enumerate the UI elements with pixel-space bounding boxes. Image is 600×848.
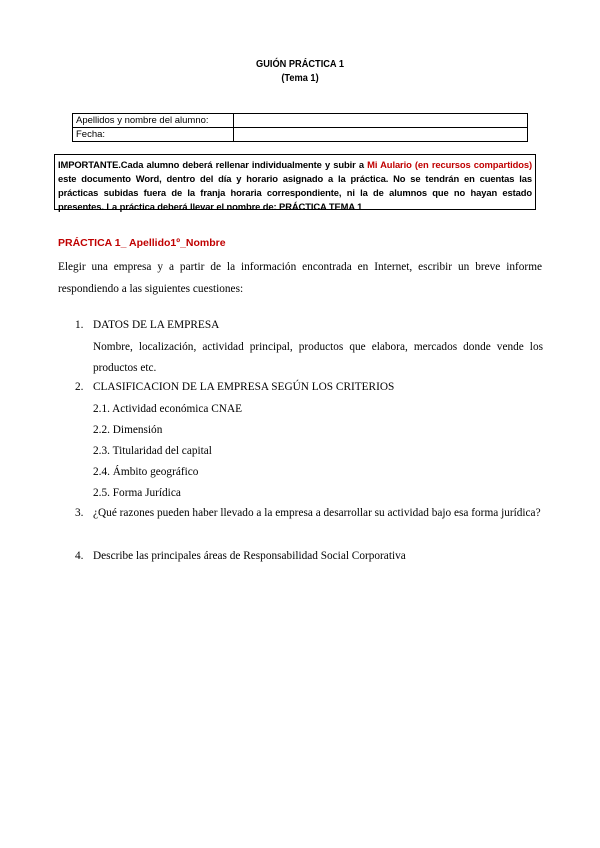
date-label: Fecha:	[73, 128, 234, 142]
list-item-number: 4.	[75, 550, 84, 562]
list-item-text: DATOS DE LA EMPRESA	[93, 319, 220, 331]
practice-title: PRÁCTICA 1_ Apellido1º_Nombre	[58, 237, 226, 249]
sub-item: 2.5. Forma Jurídica	[93, 487, 181, 499]
notice-highlight: Mi Aulario (en recursos compartidos)	[367, 159, 532, 170]
sub-item: 2.4. Ámbito geográfico	[93, 466, 199, 478]
list-item-number: 3.	[75, 507, 84, 519]
student-name-label: Apellidos y nombre del alumno:	[73, 114, 234, 128]
sub-item: 2.1. Actividad económica CNAE	[93, 403, 243, 415]
student-info-table	[72, 113, 528, 142]
important-notice-box	[54, 154, 536, 210]
list-item-detail: Nombre, localización, actividad principal, productos que elabora, mercados donde vende los productos etc.	[93, 341, 543, 374]
list-item-number: 1.	[75, 319, 84, 331]
student-name-field[interactable]	[234, 114, 528, 128]
table-row	[73, 128, 528, 142]
list-item-number: 2.	[75, 381, 84, 393]
document-title: GUIÓN PRÁCTICA 1	[256, 58, 344, 70]
sub-item: 2.2. Dimensión	[93, 424, 163, 436]
list-item-text: CLASIFICACION DE LA EMPRESA SEGÚN LOS CRITERIOS	[93, 381, 395, 393]
notice-text-end: este documento Word, dentro del día y horario asignado a la práctica. No se tendrán en cuentas las prácticas subidas fuera de la franja horaria correspondiente, ni la de alumnos que no hayan estado presentes. La práctica deberá llevar el nombre de: PRÁCTICA TEMA 1	[58, 173, 532, 212]
notice-text-start: IMPORTANTE.Cada alumno deberá rellenar individualmente y subir a	[58, 159, 368, 170]
document-subtitle: (Tema 1)	[281, 72, 319, 84]
list-item-text: ¿Qué razones pueden haber llevado a la empresa a desarrollar su actividad bajo esa forma jurídica?	[93, 507, 541, 519]
intro-paragraph: Elegir una empresa y a partir de la información encontrada en Internet, escribir un breve informe respondiendo a las siguientes cuestiones:	[58, 261, 542, 295]
list-item-text: Describe las principales áreas de Responsabilidad Social Corporativa	[93, 550, 406, 562]
date-field[interactable]	[234, 128, 528, 142]
sub-item: 2.3. Titularidad del capital	[93, 445, 212, 457]
table-row	[73, 114, 528, 128]
